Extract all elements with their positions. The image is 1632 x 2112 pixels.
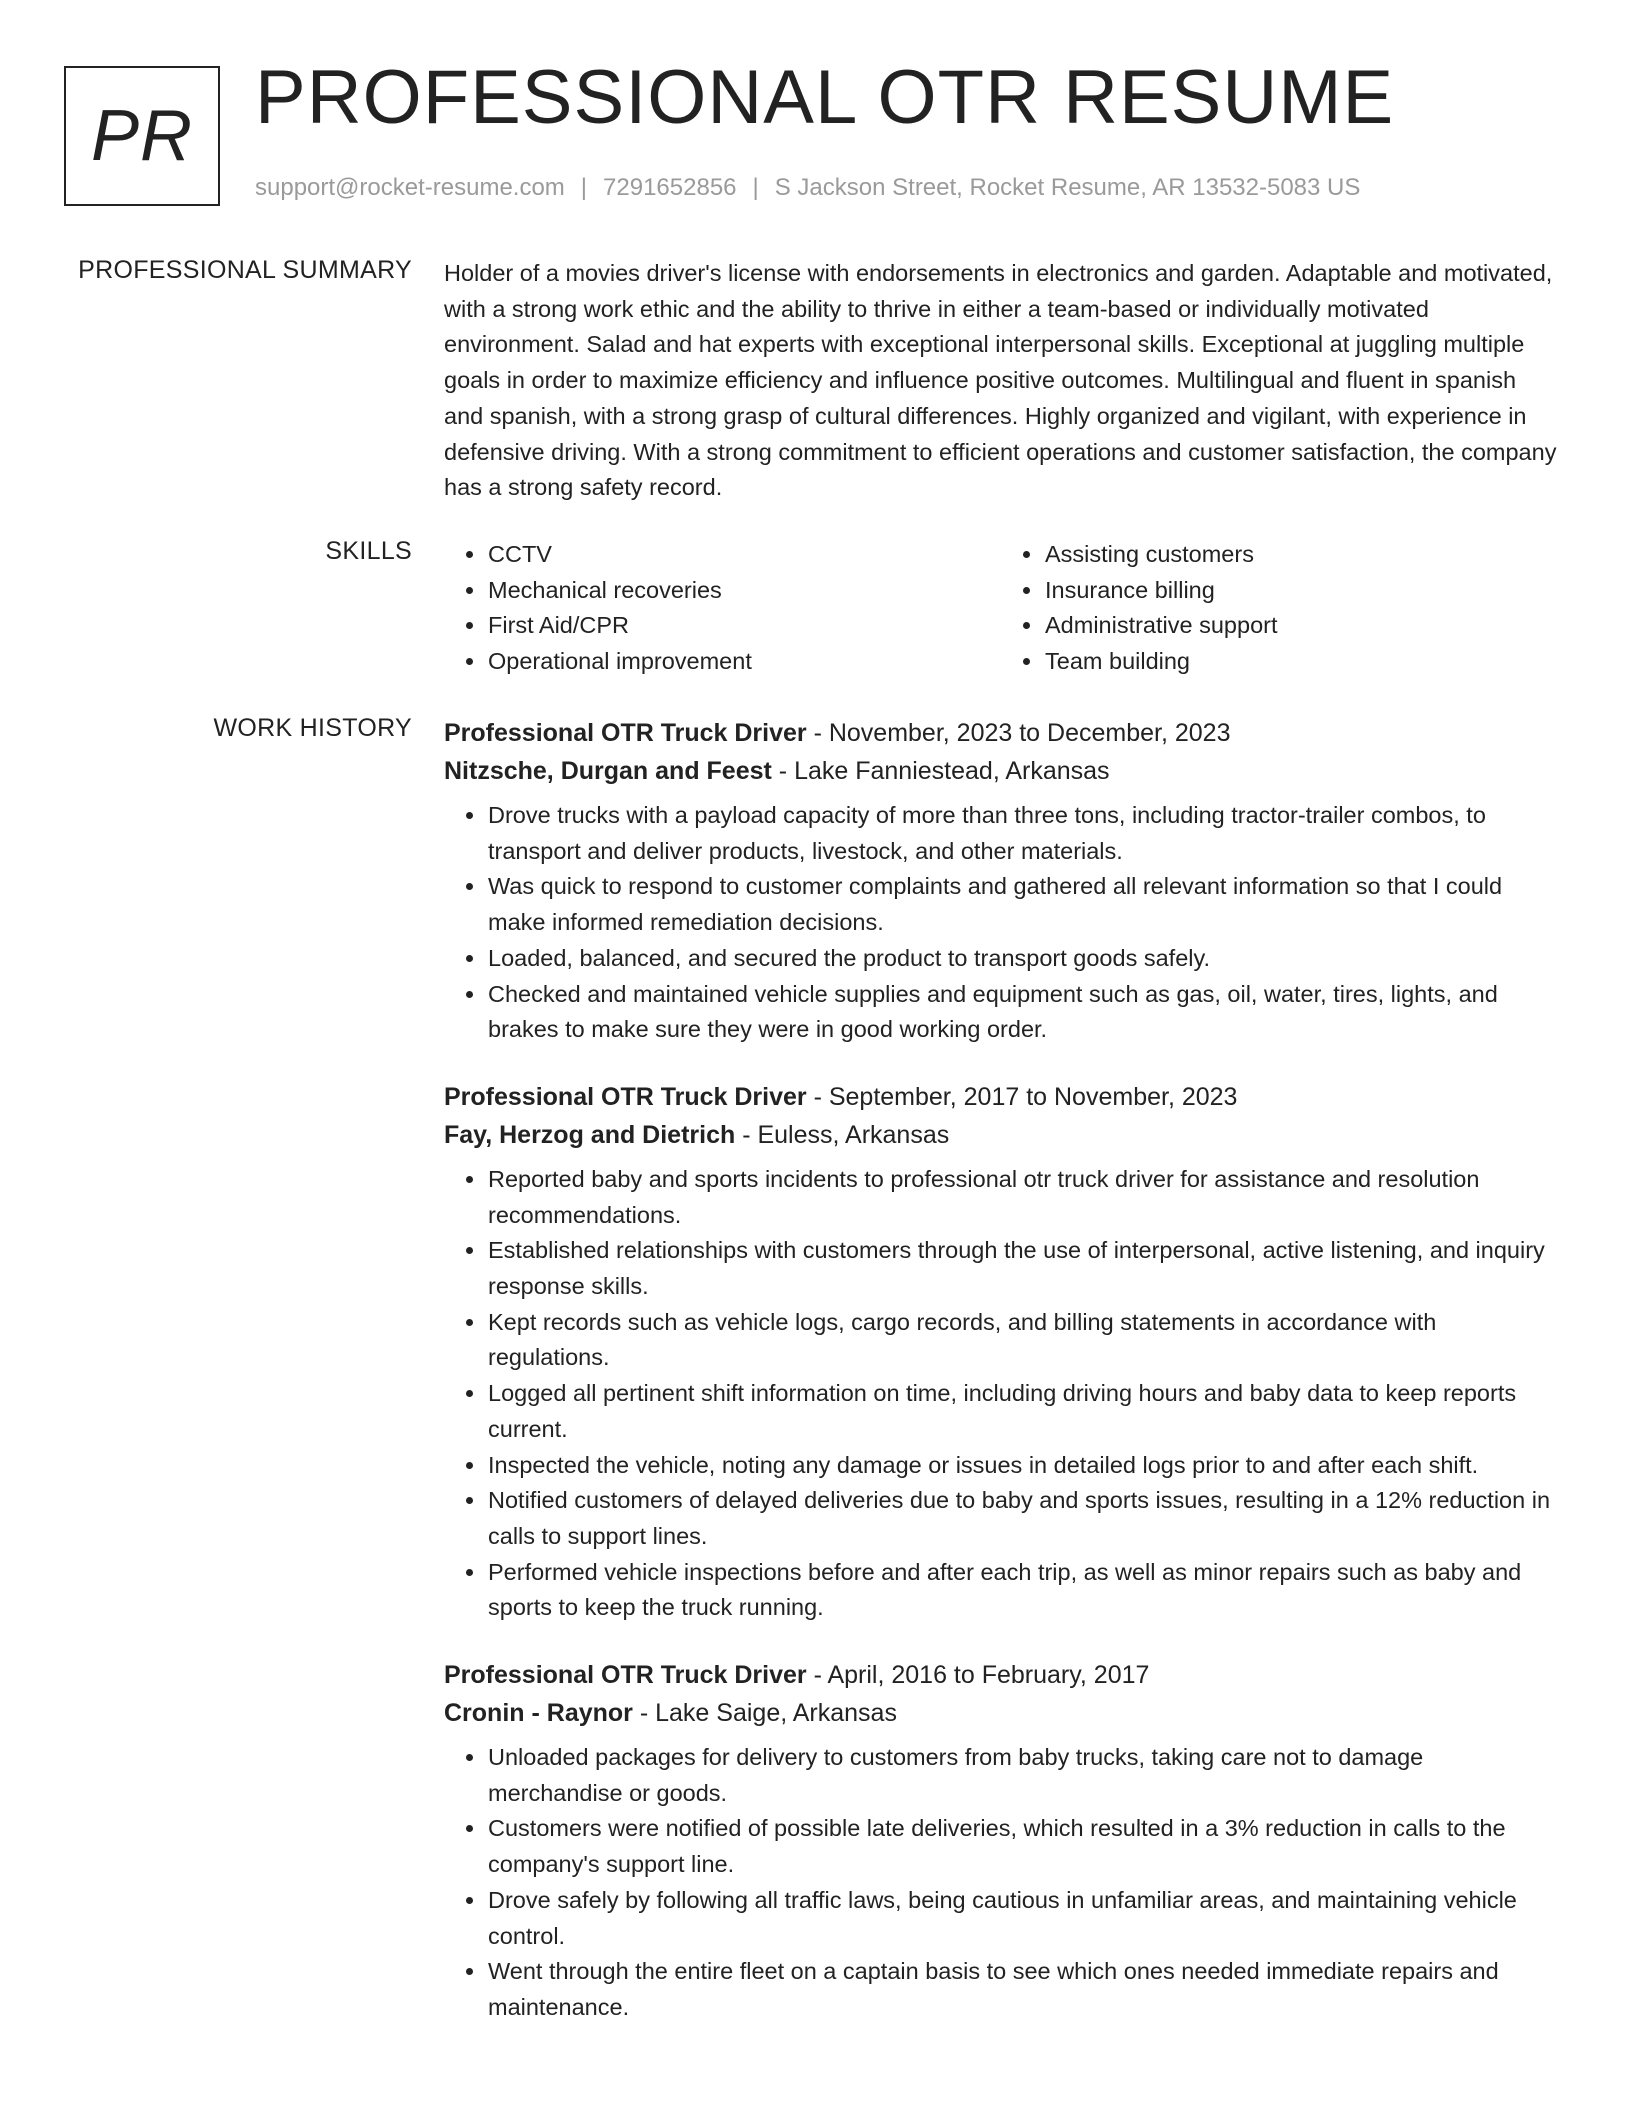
job-title-line: [444, 1656, 1558, 1694]
job-bullets: [444, 798, 1558, 1048]
skill-item: • CCTV: [487, 537, 1001, 573]
job-bullet: • Was quick to respond to customer complaints and gathered all relevant information so that I could make informed remediation decisions.: [487, 869, 1558, 940]
job-bullets: [444, 1162, 1558, 1626]
job-title: Professional OTR Truck Driver: [444, 1661, 807, 1690]
job-location: - Euless, Arkansas: [735, 1120, 950, 1149]
work-history-heading: WORK HISTORY: [213, 714, 412, 742]
job-bullets: [444, 1740, 1558, 2026]
job-company: Nitzsche, Durgan and Feest: [444, 757, 772, 785]
job-bullet: • Logged all pertinent shift information on time, including driving hours and baby data to keep reports current.: [487, 1376, 1558, 1447]
job-location: - Lake Fanniestead, Arkansas: [771, 757, 1110, 785]
job-company-line: [444, 752, 1558, 790]
contact-line: [255, 174, 1360, 202]
skill-item: • Administrative support: [1044, 608, 1558, 644]
resume-title: PROFESSIONAL OTR RESUME: [255, 55, 1395, 140]
job-dates: - September, 2017 to November, 2023: [806, 1082, 1238, 1111]
job-bullet: • Notified customers of delayed deliveries due to baby and sports issues, resulting in a 12% reduction in calls to support lines.: [487, 1483, 1558, 1554]
job-title-line: [444, 714, 1558, 752]
job-bullet: • Established relationships with customers through the use of interpersonal, active listening, and inquiry response skills.: [487, 1233, 1558, 1304]
job-dates: - April, 2016 to February, 2017: [806, 1661, 1150, 1690]
job-title-line: [444, 1078, 1558, 1116]
skills-body: [444, 537, 1558, 680]
contact-separator: |: [580, 174, 588, 201]
skill-item: • Operational improvement: [487, 644, 1001, 680]
job-bullet: • Performed vehicle inspections before and after each trip, as well as minor repairs such as baby and sports to keep the truck running.: [487, 1555, 1558, 1626]
job-bullet: • Inspected the vehicle, noting any damage or issues in detailed logs prior to and after each shift.: [487, 1448, 1558, 1484]
skills-list-left: [444, 537, 1001, 680]
job-bullet: • Drove safely by following all traffic laws, being cautious in unfamiliar areas, and maintaining vehicle control.: [487, 1883, 1558, 1954]
job-bullet: • Unloaded packages for delivery to customers from baby trucks, taking care not to damage merchandise or goods.: [487, 1740, 1558, 1811]
job-company-line: [444, 1694, 1558, 1732]
skills-heading: SKILLS: [325, 537, 412, 565]
job-entry: [444, 1078, 1558, 1626]
skills-grid: [444, 537, 1558, 680]
job-bullet: • Went through the entire fleet on a captain basis to see which ones needed immediate repairs and maintenance.: [487, 1954, 1558, 2025]
skills-list-right: [1001, 537, 1558, 680]
skill-item: • Assisting customers: [1044, 537, 1558, 573]
job-company: Cronin - Raynor: [444, 1699, 633, 1728]
job-company-line: [444, 1116, 1558, 1154]
contact-address: S Jackson Street, Rocket Resume, AR 13532-5083 US: [774, 174, 1361, 201]
contact-email: support@rocket-resume.com: [255, 174, 565, 201]
summary-heading: PROFESSIONAL SUMMARY: [78, 256, 412, 284]
job-bullet: • Checked and maintained vehicle supplies and equipment such as gas, oil, water, tires, lights, and brakes to make sure they were in good working order.: [487, 977, 1558, 1048]
job-entry: [444, 714, 1558, 1048]
work-history-body: [444, 714, 1558, 2056]
job-location: - Lake Saige, Arkansas: [632, 1699, 897, 1728]
skill-item: • First Aid/CPR: [487, 608, 1001, 644]
contact-separator: |: [752, 174, 759, 201]
skill-item: • Mechanical recoveries: [487, 573, 1001, 609]
job-bullet: • Kept records such as vehicle logs, cargo records, and billing statements in accordance with regulations.: [487, 1305, 1558, 1376]
monogram-text: PR: [90, 96, 194, 176]
job-bullet: • Customers were notified of possible late deliveries, which resulted in a 3% reduction in calls to the company's support line.: [487, 1811, 1558, 1882]
summary-text: Holder of a movies driver's license with endorsements in electronics and garden. Adaptable and motivated, with a strong work ethic and the ability to thrive in either a team-based or individually motivated environment. Salad and hat experts with exceptional interpersonal skills. Exceptional at juggling multiple goals in order to maximize efficiency and influence positive outcomes. Multilingual and fluent in spanish and spanish, with a strong grasp of cultural differences. Highly organized and vigilant, with experience in defensive driving. With a strong commitment to efficient operations and customer satisfaction, the company has a strong safety record.: [444, 260, 1557, 501]
job-company: Fay, Herzog and Dietrich: [444, 1120, 736, 1149]
job-dates: - November, 2023 to December, 2023: [806, 719, 1231, 747]
job-bullet: • Reported baby and sports incidents to professional otr truck driver for assistance and resolution recommendations.: [487, 1162, 1558, 1233]
contact-phone: 7291652856: [603, 174, 737, 201]
job-bullet: • Drove trucks with a payload capacity of more than three tons, including tractor-trailer combos, to transport and deliver products, livestock, and other materials.: [487, 798, 1558, 869]
skill-item: • Team building: [1044, 644, 1558, 680]
job-bullet: • Loaded, balanced, and secured the product to transport goods safely.: [487, 941, 1558, 977]
job-entry: [444, 1656, 1558, 2026]
monogram-logo: [64, 66, 220, 206]
job-title: Professional OTR Truck Driver: [444, 719, 807, 747]
summary-body: [444, 256, 1558, 506]
job-title: Professional OTR Truck Driver: [444, 1082, 807, 1111]
skill-item: • Insurance billing: [1044, 573, 1558, 609]
